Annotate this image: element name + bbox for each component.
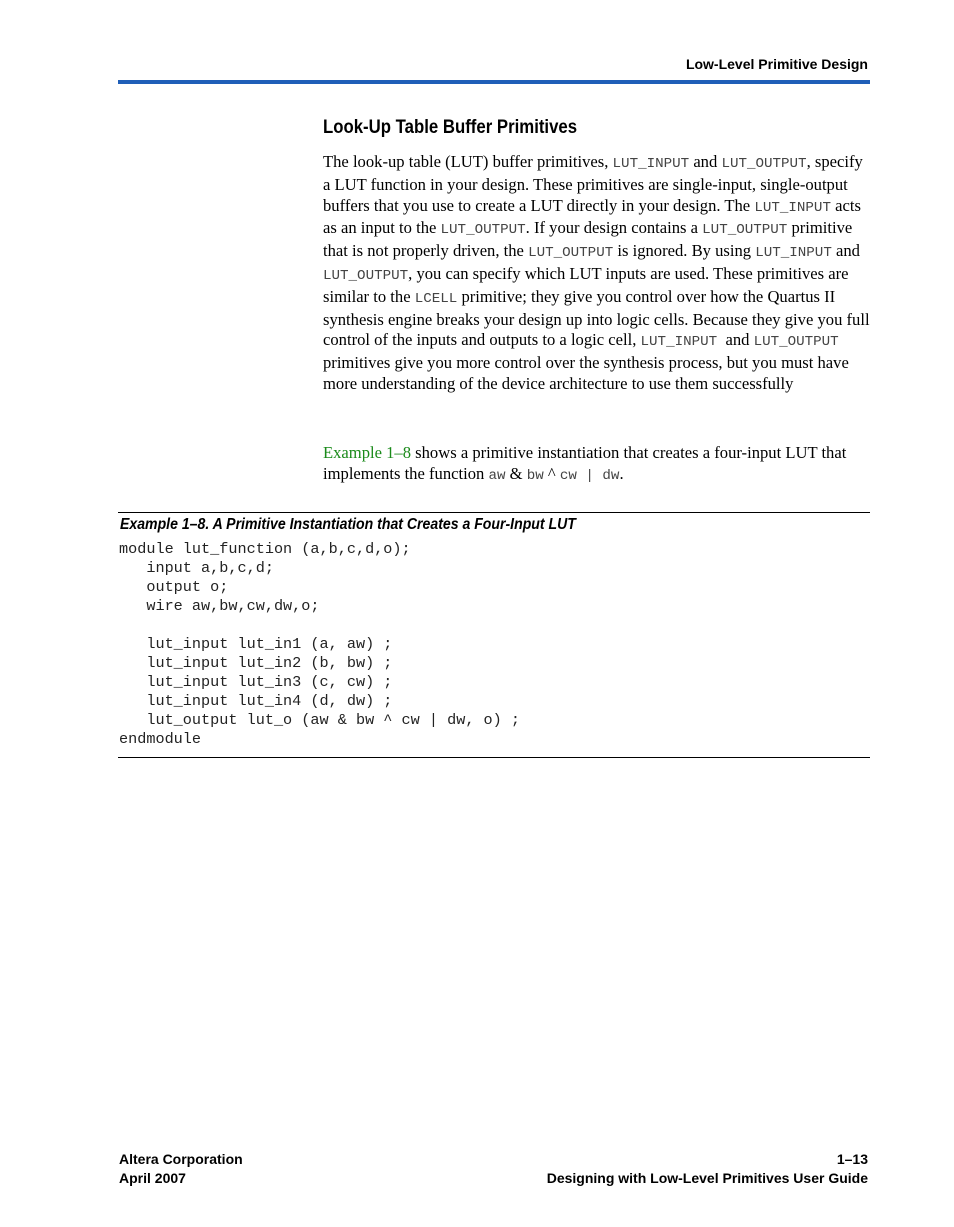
code-line: output o; (119, 578, 229, 596)
text-run: primitives give you more control over the synthesis process, but you must have more understanding of the device architecture to use them successfully (323, 353, 849, 393)
example-caption: Example 1–8. A Primitive Instantiation that Creates a Four-Input LUT (120, 516, 576, 533)
code-line (119, 616, 520, 635)
text-run: primitive; they give you control over how the Quartus II synthesis engine breaks your design up into logic cells. Because they give you full control of the inputs and outputs to a logic cell, (323, 286, 870, 350)
footer-date: April 2007 (119, 1170, 186, 1186)
text-run: shows a primitive instantiation that creates a four-input LUT that implements the function (323, 443, 847, 483)
code-line: wire aw,bw,cw,dw,o; (119, 597, 320, 615)
footer-left (119, 1150, 243, 1188)
code-line: lut_output lut_o (aw & bw ^ cw | dw, o) ; (119, 711, 521, 729)
inline-code: LCELL (414, 290, 458, 307)
section-heading: Look-Up Table Buffer Primitives (323, 116, 578, 138)
code-line: lut_input lut_in3 (c, cw) ; (119, 673, 393, 691)
text-run: primitive that is not properly driven, the (323, 218, 853, 261)
header-rule (118, 80, 870, 84)
inline-code: LUT_INPUT (640, 334, 718, 351)
footer-right (547, 1150, 868, 1188)
text-run: and (689, 152, 722, 171)
text-run: . If your design contains a (525, 218, 703, 238)
text-run: . (619, 463, 624, 483)
text-run: acts as an input to the (323, 195, 861, 238)
text-run: and (717, 330, 754, 350)
code-line: lut_input lut_in1 (a, aw) ; (119, 635, 393, 653)
inline-code: LUT_OUTPUT (440, 222, 526, 239)
text-run: & (505, 463, 527, 483)
text-run: and (831, 241, 860, 261)
code-line: input a,b,c,d; (119, 559, 274, 577)
code-line: lut_input lut_in2 (b, bw) ; (119, 654, 393, 672)
inline-code: LUT_OUTPUT (721, 156, 807, 172)
example-bottom-rule (118, 757, 870, 758)
code-line: lut_input lut_in4 (d, dw) ; (119, 692, 393, 710)
inline-code: LUT_INPUT (754, 199, 831, 216)
code-line: endmodule (119, 730, 202, 748)
text-run: , specify a LUT function in your design. These primitives are single-input, single-output buffers that you use to create a LUT directly in your design. The (323, 152, 863, 215)
inline-code: bw (526, 467, 544, 484)
inline-code: LUT_INPUT (612, 156, 690, 172)
example-reference-paragraph (323, 443, 871, 487)
footer-page-number: 1–13 (836, 1151, 868, 1167)
footer-company: Altera Corporation (119, 1151, 243, 1167)
footer-guide-title: Designing with Low-Level Primitives User Guide (546, 1170, 868, 1186)
example-1-8-link[interactable]: Example 1–8 (323, 443, 412, 462)
inline-code: aw (488, 467, 506, 484)
inline-code: LUT_OUTPUT (702, 222, 788, 239)
example-top-rule (118, 512, 870, 513)
inline-code: LUT_OUTPUT (753, 334, 839, 351)
running-header-title: Low-Level Primitive Design (685, 56, 868, 72)
inline-code: cw | dw (559, 467, 620, 484)
lut-description-paragraph (323, 152, 871, 395)
text-run: is ignored. By using (613, 241, 756, 261)
text-run: The look-up table (LUT) buffer primitives, (323, 152, 613, 171)
text-run: ^ (543, 463, 560, 483)
code-line: module lut_function (a,b,c,d,o); (119, 540, 411, 558)
text-run: , you can specify which LUT inputs are used. These primitives are similar to the (323, 263, 849, 306)
inline-code: LUT_OUTPUT (528, 245, 614, 262)
inline-code: LUT_OUTPUT (323, 267, 409, 284)
code-block (119, 540, 520, 749)
inline-code: LUT_INPUT (755, 245, 832, 262)
